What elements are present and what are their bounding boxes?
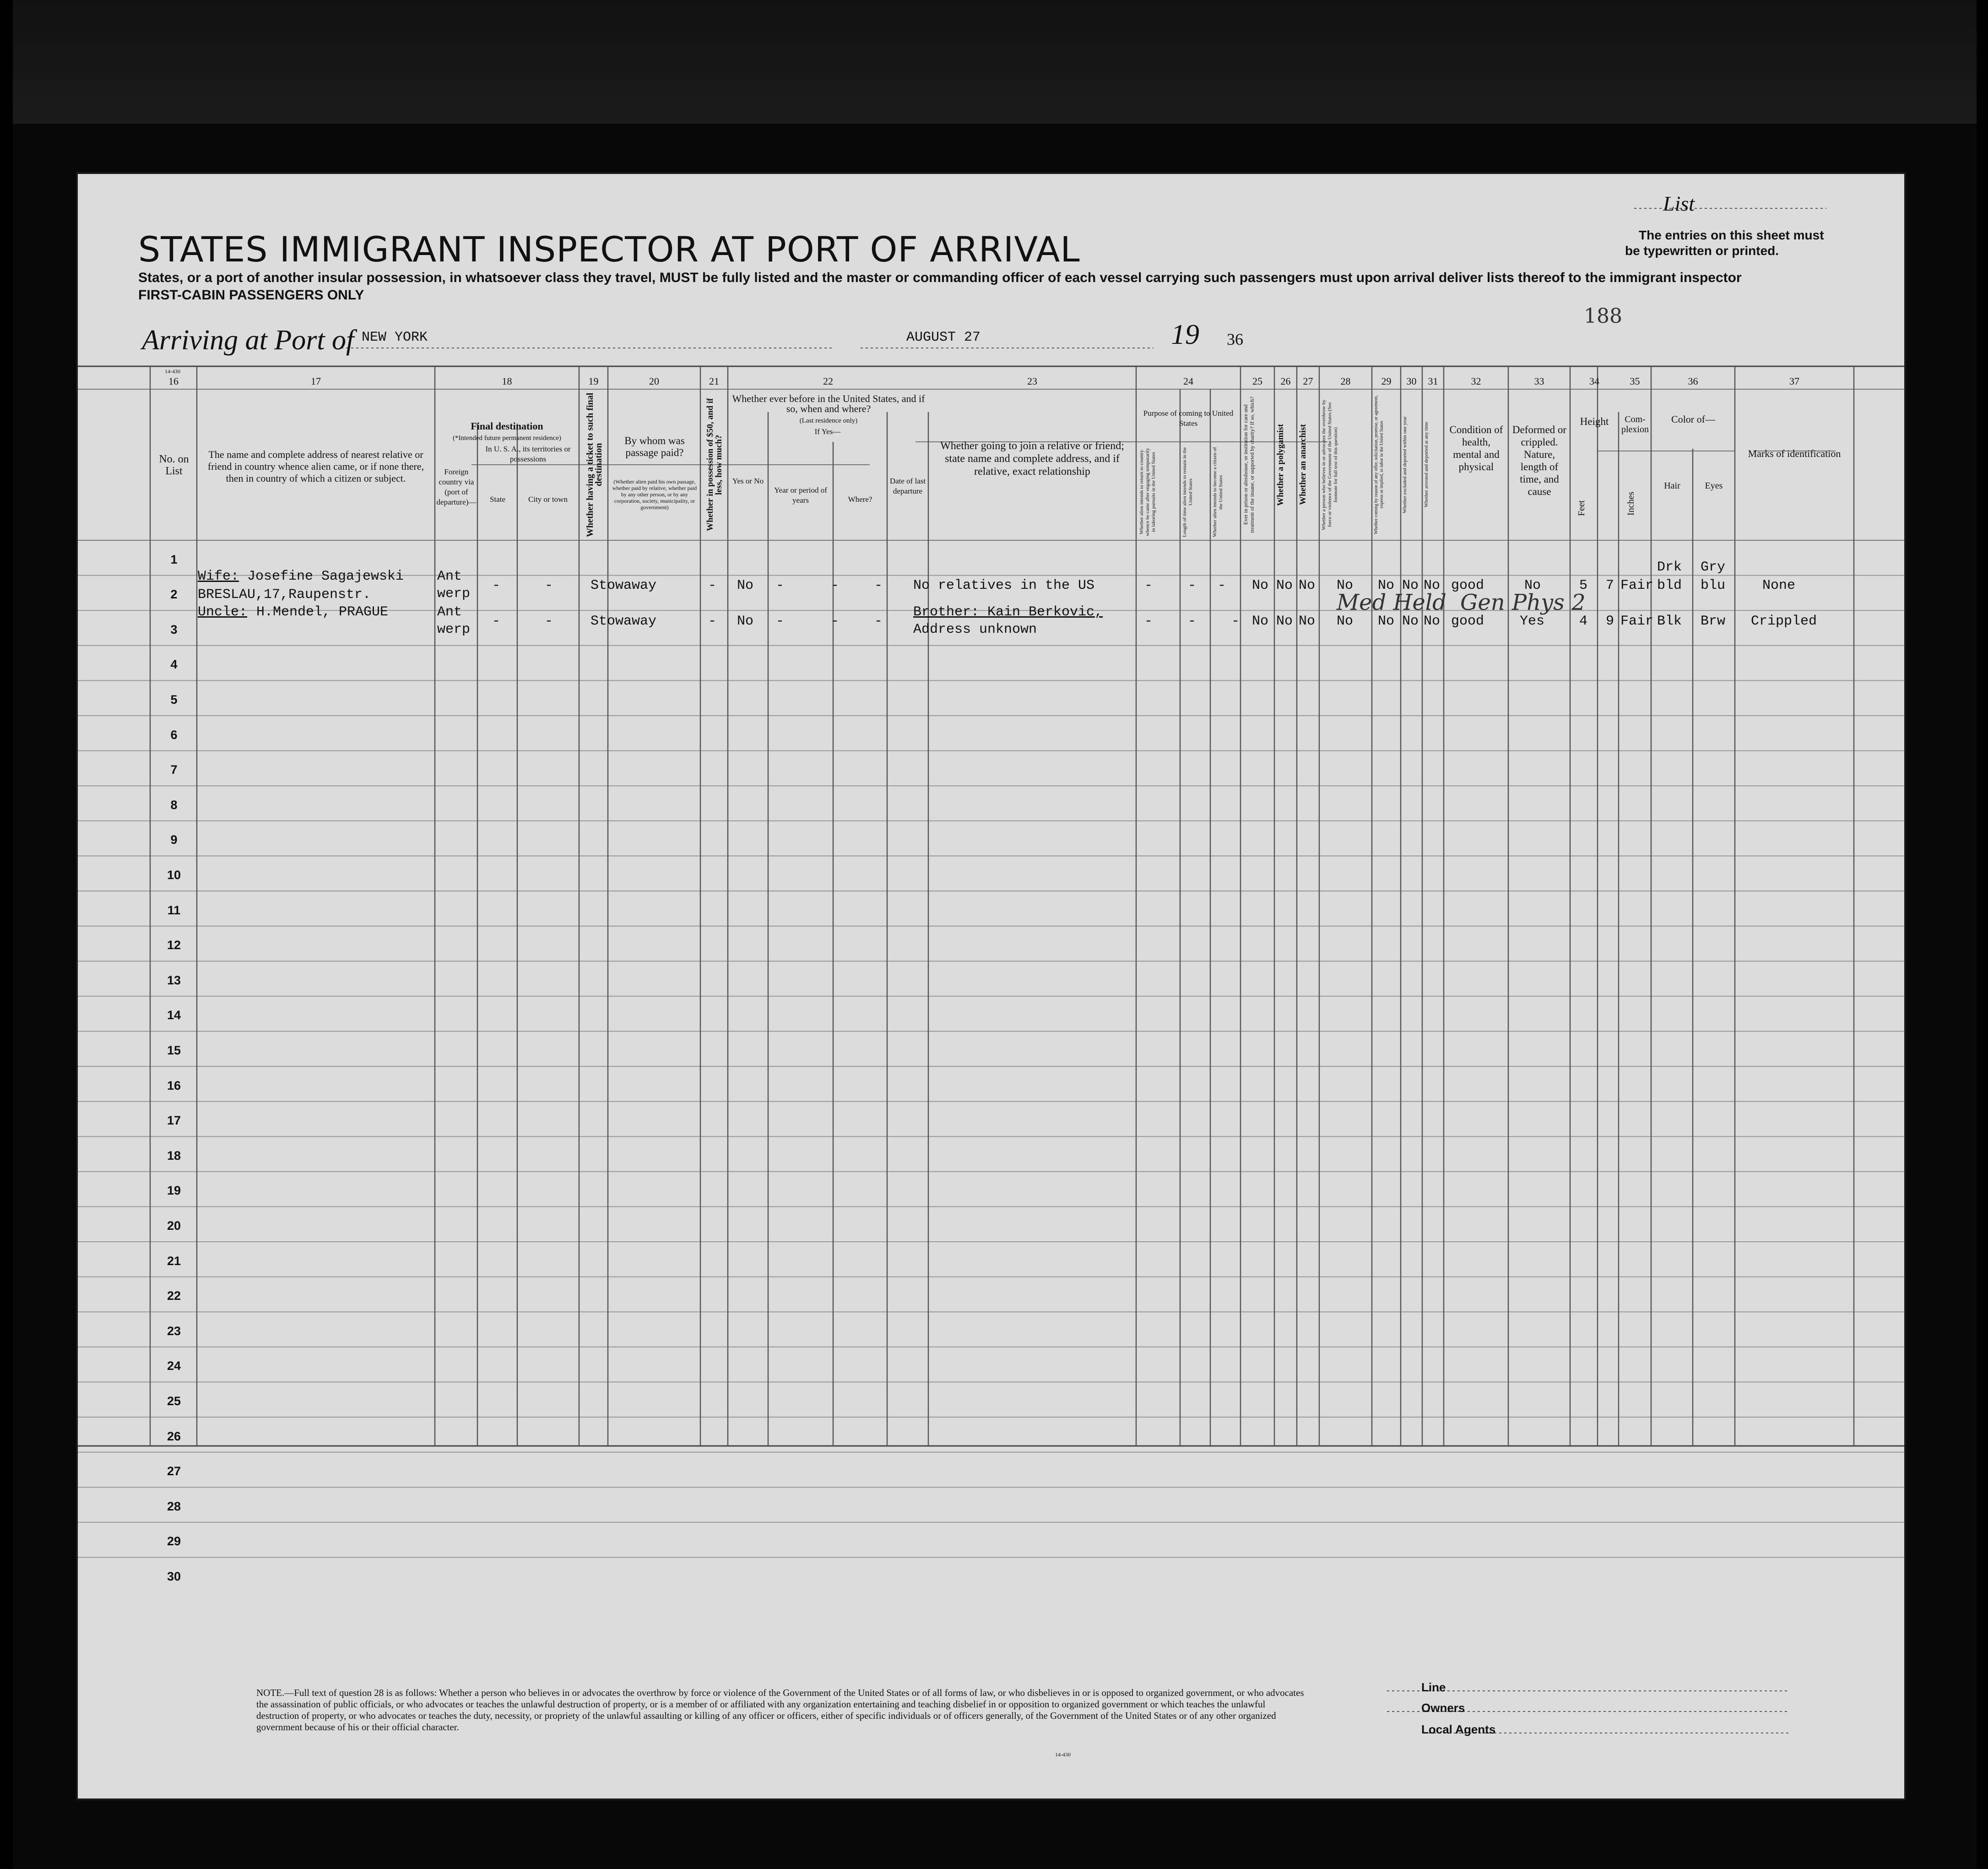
column-number: 28 xyxy=(1340,375,1351,387)
row-number: 8 xyxy=(170,798,178,812)
deformed: No xyxy=(1524,578,1541,593)
question-31: No xyxy=(1424,614,1441,629)
departure-date: - xyxy=(874,578,883,593)
column-number: 22 xyxy=(823,375,833,387)
row-number: 12 xyxy=(167,938,181,952)
heading-passage-paid: By whom was passage paid? xyxy=(624,435,685,458)
form-title: STATES IMMIGRANT INSPECTOR AT PORT OF ARRIVAL xyxy=(138,229,1080,270)
height-inches: 7 xyxy=(1606,578,1614,593)
heading-question-28: Whether a person who believes in or advocates the overthrow by force or violence of the Government of the United States (See footnote for full text of this question) xyxy=(1321,399,1338,530)
form-code: 14-430 xyxy=(165,368,180,375)
marks: Crippled xyxy=(1751,614,1817,629)
heading-where: Where? xyxy=(848,495,872,504)
year-suffix: 36 xyxy=(1227,330,1243,348)
eye-color: Brw xyxy=(1701,614,1726,629)
film-edge xyxy=(13,0,1977,124)
heading-deformed: Deformed or crippled. Nature, length of time, and cause xyxy=(1512,424,1567,497)
column-number: 27 xyxy=(1303,375,1313,387)
row-number: 15 xyxy=(167,1043,181,1057)
heading-final-destination-note: (*Intended future permanent residence) xyxy=(453,435,561,442)
heading-purpose-citizen: Whether alien intends to become a citizen of the United States xyxy=(1212,447,1224,538)
purpose-citizen: - xyxy=(1218,578,1226,593)
year-prefix: 19 xyxy=(1171,319,1199,350)
polygamist: No xyxy=(1276,614,1293,629)
column-number: 31 xyxy=(1428,375,1438,387)
row-number: 17 xyxy=(167,1114,181,1128)
column-number: 33 xyxy=(1534,375,1544,387)
polygamist: No xyxy=(1276,578,1293,593)
heading-polygamist: Whether a polygamist xyxy=(1276,424,1285,506)
heading-final-destination: Final destination xyxy=(471,420,543,432)
manifest-sheet xyxy=(78,174,1904,1798)
city: - xyxy=(545,614,553,629)
heading-before-us-note: (Last residence only) xyxy=(799,417,858,424)
heading-year-period: Year or period of years xyxy=(774,486,827,505)
health: good xyxy=(1451,614,1484,629)
arrival-date: AUGUST 27 xyxy=(906,330,981,345)
deformed: Yes xyxy=(1520,614,1545,629)
row-number: 27 xyxy=(167,1464,181,1478)
row-number: 21 xyxy=(167,1254,181,1268)
row-number: 18 xyxy=(167,1148,181,1163)
height-inches: 9 xyxy=(1606,614,1614,629)
arriving-label: Arriving at Port of xyxy=(142,325,354,356)
row-number: 2 xyxy=(170,587,178,602)
question-30: No xyxy=(1402,614,1419,629)
state: - xyxy=(492,578,501,593)
purpose-return: - xyxy=(1144,614,1153,629)
row-number: 30 xyxy=(167,1570,181,1583)
column-number: 18 xyxy=(502,375,512,387)
money: - xyxy=(708,578,717,593)
heading-color-of: Color of— xyxy=(1671,413,1715,425)
row-number: 24 xyxy=(167,1359,181,1373)
hair-color-cont: bld xyxy=(1657,578,1682,593)
anarchist: No xyxy=(1299,578,1316,593)
height-feet: 5 xyxy=(1579,578,1588,593)
purpose-citizen: - xyxy=(1231,614,1240,629)
prison: No xyxy=(1252,578,1269,593)
heading-question-30: Whether excluded and deported within one year xyxy=(1402,416,1408,513)
foreign-country: Ant xyxy=(437,604,462,620)
row-number: 20 xyxy=(167,1219,181,1233)
relative-address: BRESLAU,17,Raupenstr. xyxy=(198,587,371,603)
heading-question-31: Whether arrested and deported at any time xyxy=(1424,422,1429,508)
list-label: List xyxy=(1663,192,1695,215)
heading-in-usa: In U. S. A., its territories or possessions xyxy=(485,445,571,463)
question-28: No xyxy=(1337,578,1354,593)
column-number: 21 xyxy=(709,375,719,387)
eye-color-cont: blu xyxy=(1701,578,1726,593)
column-number: 35 xyxy=(1630,375,1640,387)
footer-form-code: 14-430 xyxy=(1055,1751,1071,1758)
before-us-yes-no: No xyxy=(737,614,754,629)
row-number: 26 xyxy=(167,1429,181,1443)
column-number: 26 xyxy=(1280,375,1291,387)
row-number: 5 xyxy=(170,693,178,706)
heading-no-on-list: No. on List xyxy=(159,453,189,477)
heading-if-yes: If Yes— xyxy=(814,427,841,436)
row-number: 1 xyxy=(170,552,178,566)
heading-passage-note: (Whether alien paid his own passage, whether paid by relative, whether paid by any other person, or by any corporation, society, municipality, or government) xyxy=(612,478,697,511)
column-number: 19 xyxy=(588,375,599,387)
row-number: 23 xyxy=(167,1324,181,1338)
row-number: 19 xyxy=(167,1184,181,1198)
heading-purpose-return: Whether alien intends to return to country whence he came after engaging temporarily in laboring pursuits in the United States xyxy=(1139,448,1156,537)
city: - xyxy=(545,578,553,593)
question-28: No xyxy=(1337,614,1354,629)
money: - xyxy=(708,614,717,629)
handwritten-annotation: Med Held xyxy=(1337,590,1446,615)
purpose-return: - xyxy=(1144,578,1153,593)
complexion: Fair xyxy=(1620,578,1654,593)
joining-relative: No relatives in the US xyxy=(913,578,1095,593)
row-number: 3 xyxy=(170,622,178,636)
state: - xyxy=(492,614,501,629)
hair-color: Drk xyxy=(1657,560,1682,575)
line-label: Line xyxy=(1421,1680,1446,1694)
row-number: 29 xyxy=(167,1534,181,1548)
row-number: 4 xyxy=(170,657,178,672)
row-number: 14 xyxy=(167,1008,181,1022)
heading-foreign-country: Foreign country via (port of departure)— xyxy=(436,467,477,506)
heading-yes-no: Yes or No xyxy=(732,477,764,485)
eye-color: Gry xyxy=(1701,560,1726,575)
form-instruction: States, or a port of another insular possession, in whatsoever class they travel, MUST be fully listed and the master or commanding officer of each vessel carrying such passengers must upon arrival deliver lists thereof to the immigrant inspector xyxy=(138,270,1742,285)
passage-paid-by: Stowaway xyxy=(590,578,657,593)
owners-label: Owners xyxy=(1421,1701,1465,1715)
question-29: No xyxy=(1378,614,1395,629)
column-number: 20 xyxy=(649,375,659,387)
hair-color: Blk xyxy=(1657,614,1682,629)
anarchist: No xyxy=(1299,614,1316,629)
heading-date-departure: Date of last departure xyxy=(889,477,926,495)
page-number: 188 xyxy=(1584,304,1622,328)
row-number: 9 xyxy=(170,833,178,847)
row-number: 10 xyxy=(167,868,181,882)
heading-state: State xyxy=(490,495,505,504)
marks: None xyxy=(1762,578,1796,593)
port-of-arrival: NEW YORK xyxy=(362,330,428,345)
heading-hair: Hair xyxy=(1664,481,1680,491)
heading-complexion: Com- plexion xyxy=(1621,414,1649,435)
question-31: No xyxy=(1424,578,1441,593)
purpose-length: - xyxy=(1188,614,1197,629)
heading-question-29: Whether coming by reason of any offer, solicitation, promise, or agreement, express or implied, to labor in the United States xyxy=(1374,395,1384,534)
height-feet: 4 xyxy=(1579,614,1588,629)
relative-label: Wife: xyxy=(198,569,239,584)
column-number: 36 xyxy=(1688,375,1698,387)
column-number: 17 xyxy=(311,375,321,387)
period: - xyxy=(776,614,785,629)
foreign-country: Ant xyxy=(437,569,462,584)
foreign-country-cont: werp xyxy=(437,622,471,637)
local-agents-label: Local Agents xyxy=(1421,1722,1496,1736)
heading-ticket: Whether having a ticket to such final destination xyxy=(585,392,604,537)
class-note: FIRST-CABIN PASSENGERS ONLY xyxy=(138,288,364,303)
row-number: 22 xyxy=(167,1289,181,1303)
typewritten-note-1: The entries on this sheet must xyxy=(1639,228,1824,242)
heading-anarchist: Whether an anarchist xyxy=(1298,424,1308,505)
column-number: 30 xyxy=(1406,375,1417,387)
where: - xyxy=(831,578,840,593)
column-number: 25 xyxy=(1252,375,1262,387)
heading-health: Condition of health, mental and physical xyxy=(1449,424,1503,473)
row-number: 6 xyxy=(170,728,178,742)
question-30: No xyxy=(1402,578,1419,593)
heading-joining-relative: Whether going to join a relative or friend; state name and complete address, and if relative, exact relationship xyxy=(940,440,1124,478)
joining-relative: Brother: Kain Berkovic, xyxy=(913,604,1103,620)
row-number: 7 xyxy=(170,763,178,777)
column-number: 32 xyxy=(1471,375,1481,387)
purpose-length: - xyxy=(1188,578,1197,593)
heading-purpose-length: Length of time alien intends to remain in the United States xyxy=(1182,447,1193,538)
passage-paid-by: Stowaway xyxy=(590,614,657,629)
relative-label: Uncle: xyxy=(198,604,248,620)
before-us-yes-no: No xyxy=(737,578,754,593)
typewritten-note-2: be typewritten or printed. xyxy=(1625,244,1779,258)
where: - xyxy=(831,614,840,629)
complexion: Fair xyxy=(1620,614,1654,629)
departure-date: - xyxy=(874,614,883,629)
column-number: 23 xyxy=(1027,375,1037,387)
column-number: 34 xyxy=(1589,375,1599,387)
column-number: 29 xyxy=(1381,375,1392,387)
heading-inches: Inches xyxy=(1626,491,1636,516)
heading-money: Whether in possession of $50, and if less, how much? xyxy=(705,398,724,532)
row-number: 28 xyxy=(167,1499,181,1513)
row-number: 16 xyxy=(167,1078,181,1092)
column-number: 16 xyxy=(168,375,179,387)
column-number: 24 xyxy=(1183,375,1193,387)
heading-before-us: Whether ever before in the United States, and if so, when and where? xyxy=(732,393,925,414)
heading-city: City or town xyxy=(528,495,568,504)
row-number: 11 xyxy=(167,903,181,917)
heading-feet: Feet xyxy=(1576,500,1587,516)
heading-height: Height xyxy=(1580,416,1609,427)
question-29: No xyxy=(1378,578,1395,593)
heading-purpose: Purpose of coming to United States xyxy=(1143,409,1234,428)
heading-marks: Marks of identification xyxy=(1748,448,1841,459)
footnote-question-28: NOTE.—Full text of question 28 is as follows: Whether a person who believes in or advocates the overthrow by force or violence of the Government of the United States or of all forms of law, or who disbelieves in or is opposed to organized government, or who advocates the assassination of public officials, or who advocates or teaches the unlawful destruction of property, or is a member of or affiliated with any organization entertaining and teaching disbelief in or opposition to organized government or which teaches the unlawful destruction of property, or who advocates or teaches the duty, necessity, or propriety of the unlawful assaulting or killing of any officer or officers, either of specific individuals or of officers generally, of the Government of the United States or of any other organized government because of his or their official character. xyxy=(256,1687,1304,1733)
period: - xyxy=(776,578,785,593)
handwritten-annotation: Gen Phys 2 xyxy=(1460,590,1586,615)
heading-eyes: Eyes xyxy=(1705,481,1723,491)
health: good xyxy=(1451,578,1484,593)
row-number: 13 xyxy=(167,973,181,987)
relative-name: Josefine Sagajewski xyxy=(247,569,404,584)
joining-relative-cont: Address unknown xyxy=(913,622,1037,637)
relative-name: H.Mendel, PRAGUE xyxy=(256,604,389,620)
heading-prison: Ever in prison or almshouse, or institution for care and treatment of the insane, or supported by charity? If so, which? xyxy=(1242,397,1255,533)
row-number: 25 xyxy=(167,1394,181,1408)
heading-relative: The name and complete address of nearest relative or friend in country whence alien came, or if none there, then in country of which a citizen or subject. xyxy=(207,449,424,484)
column-number: 37 xyxy=(1789,375,1799,387)
prison: No xyxy=(1252,614,1269,629)
foreign-country-cont: werp xyxy=(437,586,471,602)
